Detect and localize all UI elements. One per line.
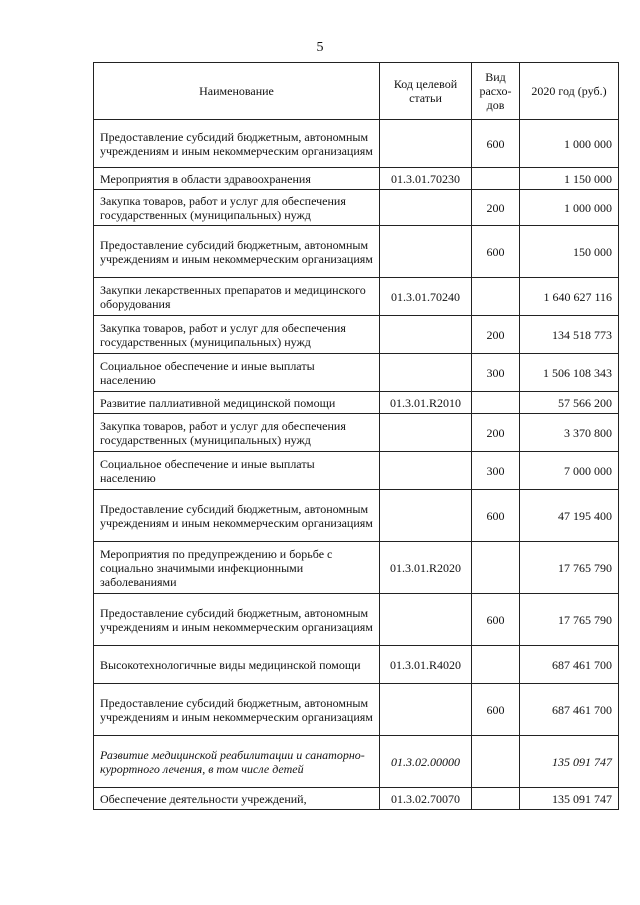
row-name-cell: Обеспечение деятельности учреждений, <box>94 788 380 810</box>
row-code-cell: 01.3.01.R2020 <box>380 542 472 594</box>
row-amount-cell: 17 765 790 <box>520 594 619 646</box>
row-amount-cell: 135 091 747 <box>520 736 619 788</box>
row-name-cell: Социальное обеспечение и иные выплаты населению <box>94 452 380 490</box>
table-row <box>94 736 619 788</box>
table-row <box>94 168 619 190</box>
row-vid-cell: 600 <box>472 120 520 168</box>
row-vid-cell <box>472 168 520 190</box>
table-row <box>94 226 619 278</box>
row-amount-cell: 7 000 000 <box>520 452 619 490</box>
table-row <box>94 594 619 646</box>
row-name-cell: Предоставление субсидий бюджетным, автономным учреждениям и иным некоммерческим организациям <box>94 490 380 542</box>
row-code-cell <box>380 684 472 736</box>
table-row <box>94 316 619 354</box>
row-vid-cell: 200 <box>472 414 520 452</box>
row-vid-cell: 600 <box>472 226 520 278</box>
row-code-cell: 01.3.02.70070 <box>380 788 472 810</box>
row-name-cell: Предоставление субсидий бюджетным, автономным учреждениям и иным некоммерческим организациям <box>94 684 380 736</box>
row-amount-cell: 687 461 700 <box>520 684 619 736</box>
row-vid-cell <box>472 788 520 810</box>
row-vid-cell: 200 <box>472 316 520 354</box>
row-name-cell: Предоставление субсидий бюджетным, автономным учреждениям и иным некоммерческим организациям <box>94 594 380 646</box>
row-name-cell: Социальное обеспечение и иные выплаты населению <box>94 354 380 392</box>
table-row <box>94 190 619 226</box>
row-code-cell <box>380 316 472 354</box>
header-year: 2020 год (руб.) <box>520 63 619 120</box>
table-body <box>94 120 619 810</box>
row-code-cell <box>380 120 472 168</box>
row-code-cell <box>380 452 472 490</box>
table-row <box>94 354 619 392</box>
budget-table <box>93 62 619 810</box>
row-amount-cell: 57 566 200 <box>520 392 619 414</box>
row-vid-cell: 600 <box>472 594 520 646</box>
header-vid: Вид расхо-дов <box>472 63 520 120</box>
row-code-cell <box>380 490 472 542</box>
row-vid-cell <box>472 646 520 684</box>
row-name-cell: Закупка товаров, работ и услуг для обеспечения государственных (муниципальных) нужд <box>94 190 380 226</box>
row-amount-cell: 134 518 773 <box>520 316 619 354</box>
table-row <box>94 542 619 594</box>
row-name-cell: Развитие медицинской реабилитации и санаторно-курортного лечения, в том числе детей <box>94 736 380 788</box>
table-row <box>94 278 619 316</box>
row-name-cell: Развитие паллиативной медицинской помощи <box>94 392 380 414</box>
row-vid-cell: 600 <box>472 684 520 736</box>
row-code-cell: 01.3.01.70230 <box>380 168 472 190</box>
row-vid-cell: 300 <box>472 354 520 392</box>
row-amount-cell: 1 506 108 343 <box>520 354 619 392</box>
table-row <box>94 788 619 810</box>
row-name-cell: Высокотехнологичные виды медицинской помощи <box>94 646 380 684</box>
header-name: Наименование <box>94 63 380 120</box>
row-name-cell: Закупка товаров, работ и услуг для обеспечения государственных (муниципальных) нужд <box>94 414 380 452</box>
row-amount-cell: 47 195 400 <box>520 490 619 542</box>
table-row <box>94 414 619 452</box>
row-name-cell: Мероприятия в области здравоохранения <box>94 168 380 190</box>
header-code: Код целевой статьи <box>380 63 472 120</box>
row-code-cell <box>380 226 472 278</box>
row-name-cell: Закупки лекарственных препаратов и медицинского оборудования <box>94 278 380 316</box>
table-row <box>94 120 619 168</box>
row-code-cell <box>380 414 472 452</box>
row-code-cell <box>380 594 472 646</box>
row-name-cell: Предоставление субсидий бюджетным, автономным учреждениям и иным некоммерческим организациям <box>94 120 380 168</box>
row-name-cell: Закупка товаров, работ и услуг для обеспечения государственных (муниципальных) нужд <box>94 316 380 354</box>
table-row <box>94 452 619 490</box>
row-amount-cell: 17 765 790 <box>520 542 619 594</box>
row-vid-cell <box>472 278 520 316</box>
row-code-cell: 01.3.01.70240 <box>380 278 472 316</box>
row-name-cell: Мероприятия по предупреждению и борьбе с социально значимыми инфекционными заболеваниями <box>94 542 380 594</box>
row-amount-cell: 1 000 000 <box>520 190 619 226</box>
row-vid-cell: 600 <box>472 490 520 542</box>
table-header-row <box>94 63 619 120</box>
row-amount-cell: 3 370 800 <box>520 414 619 452</box>
row-vid-cell <box>472 542 520 594</box>
row-amount-cell: 135 091 747 <box>520 788 619 810</box>
row-vid-cell <box>472 736 520 788</box>
row-amount-cell: 150 000 <box>520 226 619 278</box>
row-code-cell: 01.3.01.R4020 <box>380 646 472 684</box>
row-code-cell <box>380 354 472 392</box>
row-vid-cell <box>472 392 520 414</box>
row-code-cell <box>380 190 472 226</box>
row-code-cell: 01.3.02.00000 <box>380 736 472 788</box>
page-number: 5 <box>316 40 324 55</box>
row-amount-cell: 1 150 000 <box>520 168 619 190</box>
table-row <box>94 646 619 684</box>
row-name-cell: Предоставление субсидий бюджетным, автономным учреждениям и иным некоммерческим организациям <box>94 226 380 278</box>
row-amount-cell: 1 000 000 <box>520 120 619 168</box>
table-row <box>94 684 619 736</box>
row-code-cell: 01.3.01.R2010 <box>380 392 472 414</box>
table-row <box>94 392 619 414</box>
table-row <box>94 490 619 542</box>
row-amount-cell: 687 461 700 <box>520 646 619 684</box>
row-vid-cell: 300 <box>472 452 520 490</box>
row-vid-cell: 200 <box>472 190 520 226</box>
row-amount-cell: 1 640 627 116 <box>520 278 619 316</box>
